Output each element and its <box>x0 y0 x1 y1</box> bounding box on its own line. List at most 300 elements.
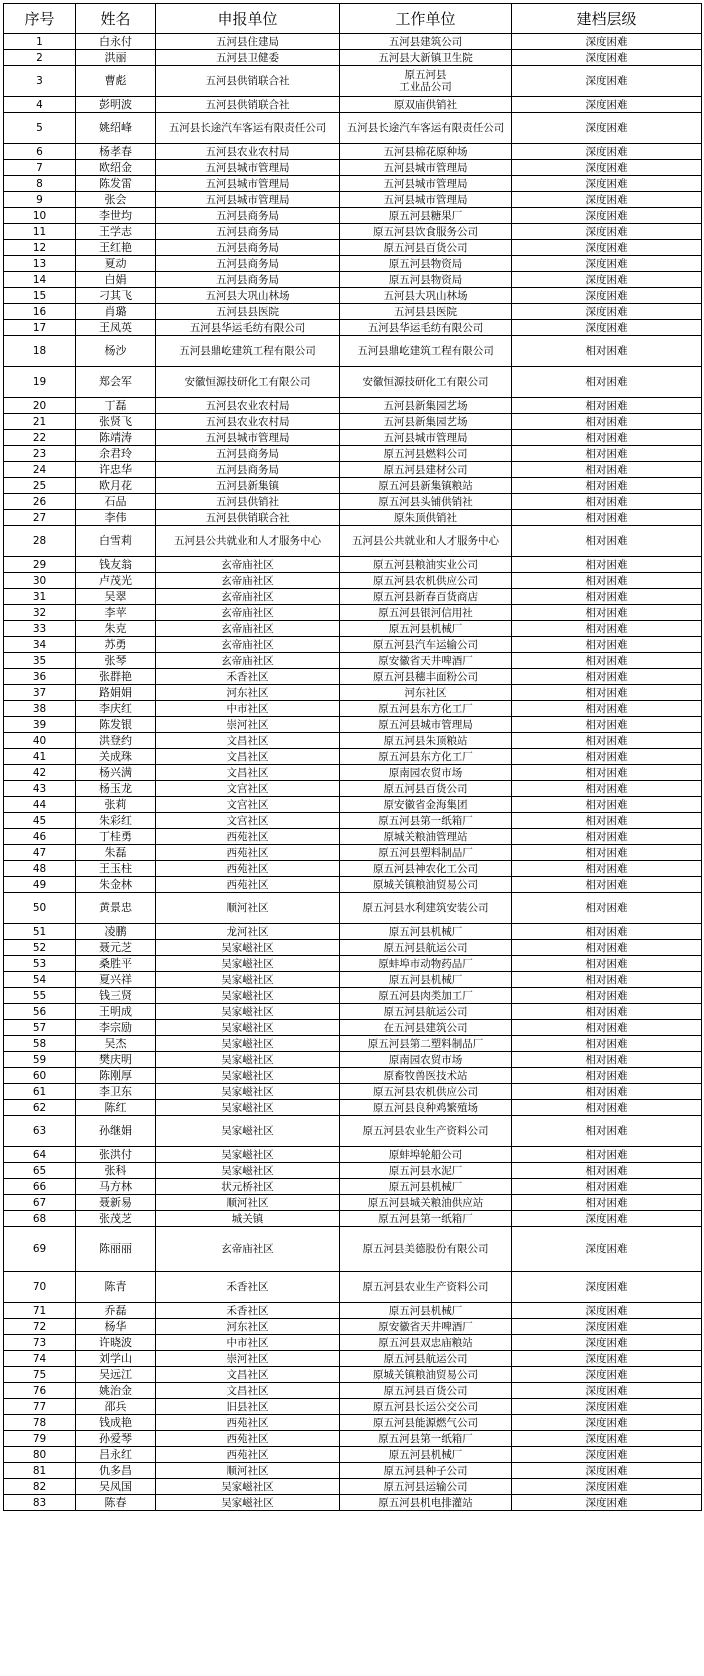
cell-name: 朱克 <box>76 621 156 637</box>
cell-work-unit: 原五河县物资局 <box>340 272 512 288</box>
cell-index: 18 <box>4 336 76 367</box>
cell-reporting-unit: 五河县供销联合社 <box>156 510 340 526</box>
cell-archive-level: 深度困难 <box>512 1495 702 1511</box>
cell-archive-level: 深度困难 <box>512 1399 702 1415</box>
cell-index: 58 <box>4 1036 76 1052</box>
cell-archive-level: 相对困难 <box>512 669 702 685</box>
cell-name: 陈发雷 <box>76 176 156 192</box>
table-row <box>4 50 702 66</box>
table-row <box>4 478 702 494</box>
cell-reporting-unit: 文昌社区 <box>156 1383 340 1399</box>
cell-archive-level: 相对困难 <box>512 1195 702 1211</box>
cell-index: 69 <box>4 1227 76 1272</box>
cell-index: 1 <box>4 34 76 50</box>
cell-reporting-unit: 文宫社区 <box>156 813 340 829</box>
cell-archive-level: 深度困难 <box>512 224 702 240</box>
cell-reporting-unit: 玄帝庙社区 <box>156 589 340 605</box>
cell-reporting-unit: 五河县新集镇 <box>156 478 340 494</box>
cell-work-unit: 原双庙供销社 <box>340 97 512 113</box>
cell-index: 68 <box>4 1211 76 1227</box>
table-row <box>4 34 702 50</box>
cell-archive-level: 相对困难 <box>512 1020 702 1036</box>
cell-work-unit: 原五河县水泥厂 <box>340 1163 512 1179</box>
cell-work-unit: 原安徽省金海集团 <box>340 797 512 813</box>
cell-work-unit: 五河县城市管理局 <box>340 430 512 446</box>
cell-archive-level: 深度困难 <box>512 304 702 320</box>
cell-reporting-unit: 状元桥社区 <box>156 1179 340 1195</box>
header-reporting-unit: 申报单位 <box>156 4 340 34</box>
cell-work-unit: 原五河县粮油实业公司 <box>340 557 512 573</box>
table-row <box>4 1227 702 1272</box>
cell-name: 陈红 <box>76 1100 156 1116</box>
cell-name: 王明成 <box>76 1004 156 1020</box>
cell-archive-level: 相对困难 <box>512 797 702 813</box>
cell-name: 张琴 <box>76 653 156 669</box>
cell-index: 47 <box>4 845 76 861</box>
cell-reporting-unit: 五河县长途汽车客运有限责任公司 <box>156 113 340 144</box>
table-row <box>4 669 702 685</box>
cell-reporting-unit: 文昌社区 <box>156 765 340 781</box>
cell-index: 20 <box>4 398 76 414</box>
cell-name: 吴翠 <box>76 589 156 605</box>
cell-index: 6 <box>4 144 76 160</box>
cell-index: 61 <box>4 1084 76 1100</box>
cell-name: 陈发银 <box>76 717 156 733</box>
cell-reporting-unit: 文昌社区 <box>156 733 340 749</box>
cell-work-unit: 原五河县新集镇粮站 <box>340 478 512 494</box>
cell-archive-level: 相对困难 <box>512 1116 702 1147</box>
cell-work-unit: 原五河县航运公司 <box>340 940 512 956</box>
cell-index: 59 <box>4 1052 76 1068</box>
table-row <box>4 526 702 557</box>
table-row <box>4 1163 702 1179</box>
cell-reporting-unit: 顺河社区 <box>156 893 340 924</box>
cell-reporting-unit: 五河县商务局 <box>156 256 340 272</box>
cell-work-unit: 河东社区 <box>340 685 512 701</box>
cell-reporting-unit: 五河县商务局 <box>156 240 340 256</box>
cell-index: 78 <box>4 1415 76 1431</box>
table-row <box>4 1179 702 1195</box>
cell-index: 4 <box>4 97 76 113</box>
cell-archive-level: 深度困难 <box>512 160 702 176</box>
cell-archive-level: 深度困难 <box>512 1227 702 1272</box>
cell-index: 70 <box>4 1272 76 1303</box>
cell-work-unit: 原五河县机械厂 <box>340 924 512 940</box>
cell-reporting-unit: 吴家嵫社区 <box>156 1495 340 1511</box>
cell-reporting-unit: 五河县城市管理局 <box>156 192 340 208</box>
cell-work-unit: 原五河县机械厂 <box>340 1447 512 1463</box>
table-row <box>4 1335 702 1351</box>
cell-reporting-unit: 河东社区 <box>156 685 340 701</box>
cell-reporting-unit: 玄帝庙社区 <box>156 637 340 653</box>
table-row <box>4 240 702 256</box>
cell-index: 30 <box>4 573 76 589</box>
cell-archive-level: 深度困难 <box>512 1431 702 1447</box>
cell-archive-level: 深度困难 <box>512 97 702 113</box>
cell-reporting-unit: 文宫社区 <box>156 797 340 813</box>
cell-archive-level: 相对困难 <box>512 1068 702 1084</box>
cell-index: 23 <box>4 446 76 462</box>
table-row <box>4 733 702 749</box>
cell-index: 53 <box>4 956 76 972</box>
cell-work-unit: 五河县城市管理局 <box>340 160 512 176</box>
cell-name: 陈春 <box>76 1495 156 1511</box>
cell-index: 80 <box>4 1447 76 1463</box>
table-row <box>4 972 702 988</box>
cell-reporting-unit: 吴家嵫社区 <box>156 1116 340 1147</box>
table-row <box>4 653 702 669</box>
cell-reporting-unit: 文宫社区 <box>156 781 340 797</box>
table-row <box>4 573 702 589</box>
table-row <box>4 557 702 573</box>
cell-work-unit: 原五河县东方化工厂 <box>340 749 512 765</box>
cell-archive-level: 相对困难 <box>512 1100 702 1116</box>
table-row <box>4 1195 702 1211</box>
cell-index: 36 <box>4 669 76 685</box>
cell-reporting-unit: 龙河社区 <box>156 924 340 940</box>
cell-archive-level: 相对困难 <box>512 1147 702 1163</box>
cell-reporting-unit: 五河县鼎屹建筑工程有限公司 <box>156 336 340 367</box>
cell-archive-level: 相对困难 <box>512 430 702 446</box>
cell-reporting-unit: 吴家嵫社区 <box>156 1036 340 1052</box>
cell-index: 45 <box>4 813 76 829</box>
cell-archive-level: 深度困难 <box>512 50 702 66</box>
cell-name: 丁磊 <box>76 398 156 414</box>
table-row <box>4 144 702 160</box>
cell-index: 74 <box>4 1351 76 1367</box>
cell-archive-level: 相对困难 <box>512 589 702 605</box>
cell-reporting-unit: 五河县大巩山林场 <box>156 288 340 304</box>
cell-name: 樊庆明 <box>76 1052 156 1068</box>
cell-name: 吴凤国 <box>76 1479 156 1495</box>
cell-archive-level: 深度困难 <box>512 113 702 144</box>
table-row <box>4 208 702 224</box>
cell-work-unit: 五河县城市管理局 <box>340 176 512 192</box>
table-row <box>4 288 702 304</box>
cell-work-unit: 原五河县塑料制品厂 <box>340 845 512 861</box>
table-row <box>4 446 702 462</box>
cell-name: 卢茂光 <box>76 573 156 589</box>
cell-archive-level: 深度困难 <box>512 1415 702 1431</box>
cell-name: 李世均 <box>76 208 156 224</box>
table-row <box>4 861 702 877</box>
cell-name: 余君玲 <box>76 446 156 462</box>
cell-reporting-unit: 西苑社区 <box>156 1415 340 1431</box>
cell-reporting-unit: 吴家嵫社区 <box>156 1479 340 1495</box>
cell-work-unit: 五河县建筑公司 <box>340 34 512 50</box>
cell-reporting-unit: 五河县城市管理局 <box>156 160 340 176</box>
cell-name: 欧绍金 <box>76 160 156 176</box>
table-row <box>4 893 702 924</box>
cell-reporting-unit: 吴家嵫社区 <box>156 972 340 988</box>
cell-archive-level: 相对困难 <box>512 573 702 589</box>
cell-archive-level: 相对困难 <box>512 717 702 733</box>
table-row <box>4 430 702 446</box>
table-row <box>4 1272 702 1303</box>
cell-reporting-unit: 西苑社区 <box>156 845 340 861</box>
cell-index: 10 <box>4 208 76 224</box>
cell-archive-level: 相对困难 <box>512 733 702 749</box>
cell-archive-level: 相对困难 <box>512 605 702 621</box>
cell-name: 王学志 <box>76 224 156 240</box>
cell-work-unit: 原五河县农机供应公司 <box>340 1084 512 1100</box>
cell-reporting-unit: 文昌社区 <box>156 1367 340 1383</box>
table-row <box>4 414 702 430</box>
cell-index: 25 <box>4 478 76 494</box>
table-row <box>4 1399 702 1415</box>
table-row <box>4 1463 702 1479</box>
cell-index: 46 <box>4 829 76 845</box>
cell-reporting-unit: 五河县商务局 <box>156 272 340 288</box>
table-row <box>4 1100 702 1116</box>
cell-index: 3 <box>4 66 76 97</box>
cell-work-unit: 原五河县航运公司 <box>340 1351 512 1367</box>
cell-work-unit: 原五河县机械厂 <box>340 621 512 637</box>
cell-archive-level: 相对困难 <box>512 972 702 988</box>
cell-archive-level: 深度困难 <box>512 1383 702 1399</box>
cell-name: 路娟娟 <box>76 685 156 701</box>
table-row <box>4 304 702 320</box>
cell-name: 白永付 <box>76 34 156 50</box>
cell-index: 72 <box>4 1319 76 1335</box>
table-row <box>4 1147 702 1163</box>
cell-work-unit: 原南园农贸市场 <box>340 1052 512 1068</box>
cell-work-unit: 原五河县第一纸箱厂 <box>340 1211 512 1227</box>
cell-name: 石品 <box>76 494 156 510</box>
cell-work-unit: 原五河县 工业品公司 <box>340 66 512 97</box>
cell-work-unit: 原五河县新春百货商店 <box>340 589 512 605</box>
cell-archive-level: 深度困难 <box>512 1211 702 1227</box>
cell-name: 张贤飞 <box>76 414 156 430</box>
cell-name: 彭明波 <box>76 97 156 113</box>
cell-work-unit: 原五河县神农化工公司 <box>340 861 512 877</box>
cell-work-unit: 原五河县百货公司 <box>340 781 512 797</box>
cell-name: 张科 <box>76 1163 156 1179</box>
cell-reporting-unit: 吴家嵫社区 <box>156 956 340 972</box>
cell-reporting-unit: 玄帝庙社区 <box>156 605 340 621</box>
cell-archive-level: 深度困难 <box>512 1463 702 1479</box>
cell-index: 17 <box>4 320 76 336</box>
cell-archive-level: 相对困难 <box>512 1179 702 1195</box>
table-row <box>4 398 702 414</box>
table-row <box>4 621 702 637</box>
cell-reporting-unit: 文昌社区 <box>156 749 340 765</box>
table-row <box>4 1084 702 1100</box>
table-row <box>4 510 702 526</box>
table-row <box>4 813 702 829</box>
cell-index: 11 <box>4 224 76 240</box>
cell-archive-level: 深度困难 <box>512 1351 702 1367</box>
cell-work-unit: 原五河县饮食服务公司 <box>340 224 512 240</box>
cell-index: 67 <box>4 1195 76 1211</box>
cell-work-unit: 原五河县农业生产资料公司 <box>340 1116 512 1147</box>
cell-name: 刁其飞 <box>76 288 156 304</box>
cell-index: 64 <box>4 1147 76 1163</box>
cell-name: 吴远江 <box>76 1367 156 1383</box>
cell-reporting-unit: 玄帝庙社区 <box>156 653 340 669</box>
cell-work-unit: 在五河县建筑公司 <box>340 1020 512 1036</box>
header-index: 序号 <box>4 4 76 34</box>
cell-work-unit: 原城关粮油管理站 <box>340 829 512 845</box>
cell-archive-level: 深度困难 <box>512 288 702 304</box>
cell-name: 桑胜平 <box>76 956 156 972</box>
cell-reporting-unit: 吴家嵫社区 <box>156 1052 340 1068</box>
cell-name: 李庆红 <box>76 701 156 717</box>
cell-name: 杨兴满 <box>76 765 156 781</box>
cell-index: 49 <box>4 877 76 893</box>
table-row <box>4 685 702 701</box>
cell-index: 65 <box>4 1163 76 1179</box>
cell-work-unit: 原五河县双忠庙粮站 <box>340 1335 512 1351</box>
table-row <box>4 877 702 893</box>
cell-reporting-unit: 禾香社区 <box>156 1272 340 1303</box>
table-row <box>4 1116 702 1147</box>
cell-archive-level: 相对困难 <box>512 924 702 940</box>
cell-work-unit: 原五河县农机供应公司 <box>340 573 512 589</box>
cell-index: 40 <box>4 733 76 749</box>
table-row <box>4 256 702 272</box>
cell-index: 82 <box>4 1479 76 1495</box>
cell-index: 15 <box>4 288 76 304</box>
cell-index: 79 <box>4 1431 76 1447</box>
cell-name: 聂元芝 <box>76 940 156 956</box>
cell-index: 66 <box>4 1179 76 1195</box>
table-row <box>4 272 702 288</box>
cell-name: 曹彪 <box>76 66 156 97</box>
cell-index: 63 <box>4 1116 76 1147</box>
cell-archive-level: 深度困难 <box>512 256 702 272</box>
cell-reporting-unit: 西苑社区 <box>156 1447 340 1463</box>
table-row <box>4 781 702 797</box>
cell-name: 姚绍峰 <box>76 113 156 144</box>
cell-archive-level: 深度困难 <box>512 208 702 224</box>
cell-index: 14 <box>4 272 76 288</box>
cell-archive-level: 相对困难 <box>512 446 702 462</box>
cell-reporting-unit: 五河县农业农村局 <box>156 144 340 160</box>
cell-work-unit: 五河县棉花原种场 <box>340 144 512 160</box>
cell-name: 马方林 <box>76 1179 156 1195</box>
cell-reporting-unit: 五河县公共就业和人才服务中心 <box>156 526 340 557</box>
cell-name: 钱友翁 <box>76 557 156 573</box>
cell-work-unit: 原五河县运输公司 <box>340 1479 512 1495</box>
cell-name: 陈靖涛 <box>76 430 156 446</box>
cell-reporting-unit: 吴家嵫社区 <box>156 1068 340 1084</box>
cell-reporting-unit: 五河县供销社 <box>156 494 340 510</box>
cell-reporting-unit: 安徽恒源技研化工有限公司 <box>156 367 340 398</box>
cell-index: 32 <box>4 605 76 621</box>
cell-archive-level: 相对困难 <box>512 956 702 972</box>
cell-index: 9 <box>4 192 76 208</box>
cell-archive-level: 相对困难 <box>512 462 702 478</box>
cell-archive-level: 相对困难 <box>512 893 702 924</box>
header-name: 姓名 <box>76 4 156 34</box>
cell-archive-level: 相对困难 <box>512 526 702 557</box>
cell-index: 28 <box>4 526 76 557</box>
cell-archive-level: 相对困难 <box>512 494 702 510</box>
cell-index: 39 <box>4 717 76 733</box>
cell-index: 41 <box>4 749 76 765</box>
table-row <box>4 797 702 813</box>
cell-archive-level: 深度困难 <box>512 176 702 192</box>
cell-name: 张会 <box>76 192 156 208</box>
cell-reporting-unit: 中市社区 <box>156 1335 340 1351</box>
cell-index: 22 <box>4 430 76 446</box>
cell-reporting-unit: 五河县城市管理局 <box>156 430 340 446</box>
cell-reporting-unit: 五河县农业农村局 <box>156 414 340 430</box>
cell-name: 钱三贤 <box>76 988 156 1004</box>
cell-work-unit: 原城关镇粮油贸易公司 <box>340 877 512 893</box>
table-row <box>4 717 702 733</box>
cell-work-unit: 原五河县机械厂 <box>340 972 512 988</box>
cell-archive-level: 相对困难 <box>512 749 702 765</box>
cell-index: 52 <box>4 940 76 956</box>
cell-name: 夏兴祥 <box>76 972 156 988</box>
cell-archive-level: 深度困难 <box>512 240 702 256</box>
table-row <box>4 160 702 176</box>
cell-archive-level: 相对困难 <box>512 637 702 653</box>
table-row <box>4 1367 702 1383</box>
cell-index: 7 <box>4 160 76 176</box>
cell-name: 白雪莉 <box>76 526 156 557</box>
cell-archive-level: 相对困难 <box>512 1036 702 1052</box>
cell-work-unit: 原五河县机电排灌站 <box>340 1495 512 1511</box>
cell-index: 76 <box>4 1383 76 1399</box>
cell-name: 洪登约 <box>76 733 156 749</box>
cell-index: 24 <box>4 462 76 478</box>
cell-reporting-unit: 吴家嵫社区 <box>156 1100 340 1116</box>
cell-index: 77 <box>4 1399 76 1415</box>
cell-work-unit: 原五河县长运公交公司 <box>340 1399 512 1415</box>
cell-work-unit: 原五河县肉类加工厂 <box>340 988 512 1004</box>
cell-archive-level: 深度困难 <box>512 144 702 160</box>
table-row <box>4 765 702 781</box>
cell-reporting-unit: 吴家嵫社区 <box>156 1084 340 1100</box>
cell-archive-level: 深度困难 <box>512 1303 702 1319</box>
cell-reporting-unit: 五河县县医院 <box>156 304 340 320</box>
table-row <box>4 192 702 208</box>
cell-work-unit: 原五河县头铺供销社 <box>340 494 512 510</box>
cell-work-unit: 五河县新集园艺场 <box>340 398 512 414</box>
cell-index: 43 <box>4 781 76 797</box>
cell-reporting-unit: 禾香社区 <box>156 1303 340 1319</box>
table-row <box>4 1020 702 1036</box>
cell-index: 13 <box>4 256 76 272</box>
cell-reporting-unit: 五河县卫健委 <box>156 50 340 66</box>
cell-index: 26 <box>4 494 76 510</box>
cell-name: 陈青 <box>76 1272 156 1303</box>
cell-work-unit: 五河县大巩山林场 <box>340 288 512 304</box>
table-row <box>4 97 702 113</box>
cell-work-unit: 五河县大新镇卫生院 <box>340 50 512 66</box>
cell-archive-level: 深度困难 <box>512 1335 702 1351</box>
cell-work-unit: 原五河县机械厂 <box>340 1179 512 1195</box>
cell-name: 肖璐 <box>76 304 156 320</box>
cell-archive-level: 深度困难 <box>512 1479 702 1495</box>
cell-name: 王红艳 <box>76 240 156 256</box>
cell-reporting-unit: 玄帝庙社区 <box>156 621 340 637</box>
table-row <box>4 749 702 765</box>
cell-work-unit: 原五河县物资局 <box>340 256 512 272</box>
cell-reporting-unit: 河东社区 <box>156 1319 340 1335</box>
cell-name: 李卫东 <box>76 1084 156 1100</box>
header-archive-level: 建档层级 <box>512 4 702 34</box>
cell-reporting-unit: 吴家嵫社区 <box>156 988 340 1004</box>
cell-work-unit: 原南园农贸市场 <box>340 765 512 781</box>
cell-archive-level: 相对困难 <box>512 1084 702 1100</box>
cell-work-unit: 原五河县第一纸箱厂 <box>340 1431 512 1447</box>
table-row <box>4 176 702 192</box>
cell-reporting-unit: 玄帝庙社区 <box>156 557 340 573</box>
